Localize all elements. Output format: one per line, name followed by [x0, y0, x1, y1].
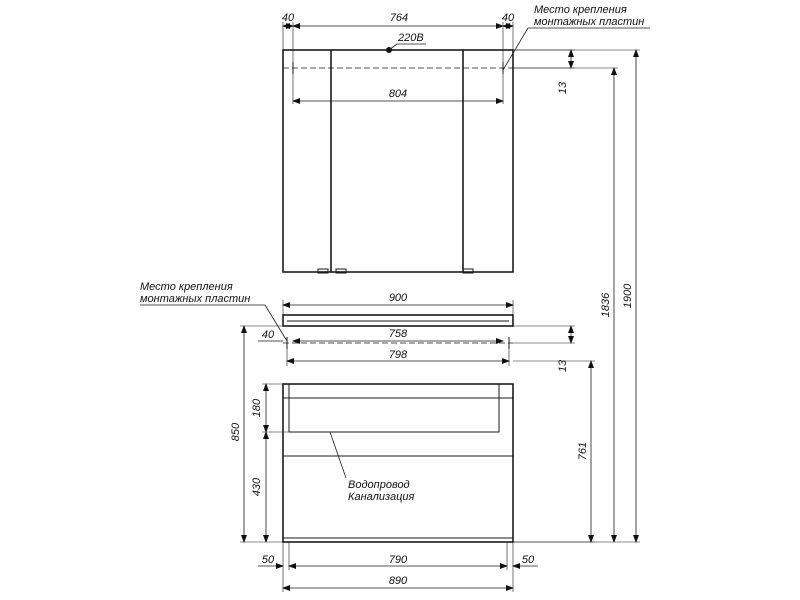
- dim-758: 758: [388, 328, 408, 340]
- cabinet-note-line1: Место крепления: [534, 4, 627, 16]
- dim-13-cabinet: 13: [557, 81, 569, 95]
- cabinet-note-line2: монтажных пластин: [534, 16, 645, 28]
- dim-50-right: 50: [521, 554, 535, 566]
- dim-40-vanity: 40: [261, 329, 275, 341]
- dim-430: 430: [251, 477, 263, 497]
- dim-764: 764: [389, 12, 409, 24]
- vanity-body: [283, 384, 513, 542]
- dim-790: 790: [388, 554, 408, 566]
- dim-890: 890: [388, 575, 408, 587]
- dim-180: 180: [251, 398, 263, 418]
- dim-761: 761: [577, 441, 589, 461]
- dim-13-vanity: 13: [557, 359, 569, 373]
- vanity-note-line2: монтажных пластин: [140, 293, 251, 305]
- vanity-unit: [140, 281, 595, 592]
- cabinet-outline: [283, 50, 513, 272]
- overall-heights: [513, 50, 640, 542]
- dim-850: 850: [230, 422, 242, 442]
- mirror-cabinet: [282, 4, 650, 273]
- dim-1836: 1836: [600, 292, 612, 318]
- pipes-label-sewer: Канализация: [348, 491, 415, 503]
- dim-40-left: 40: [281, 12, 295, 24]
- dim-804: 804: [388, 88, 408, 100]
- drawer-hatched-zone: [289, 384, 499, 432]
- dim-50-left: 50: [261, 554, 275, 566]
- dim-900: 900: [388, 292, 408, 304]
- dim-40-right: 40: [501, 12, 515, 24]
- pipes-label-water: Водопровод: [348, 479, 410, 491]
- dim-1900: 1900: [622, 283, 634, 309]
- dim-798: 798: [388, 349, 408, 361]
- socket-label: 220В: [398, 32, 424, 44]
- vanity-note-line1: Место крепления: [140, 281, 233, 293]
